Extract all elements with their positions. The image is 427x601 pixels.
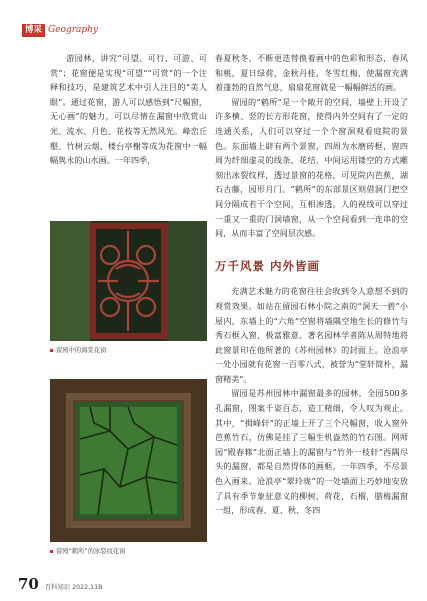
photo1-caption — [50, 346, 106, 355]
left-paragraph: 游园林，讲究“可望、可行、可游、可赏”；花窗便是实现“可望”“可赏”的一个注释和技巧，是建筑艺术中引人注目的“美人眼”。通过花窗，游人可以感悟到“尺幅窗，无心画”的魅力，可以尽情在漏窗中欣赏山光、流水、月色、花枝等无然风光。峰峦丘壑、竹树云烟、楼台亭榭等成为花窗中一幅幅隽永的山水画。一年四季， — [50, 53, 207, 166]
photo-ice-crack-window — [50, 379, 207, 542]
caption-marker — [50, 550, 53, 553]
section-tag: 博采 — [22, 24, 45, 37]
right-paragraph-3: 充满艺术魅力的花窗往往会收到令人意想不到的观赏效果。如站在留园石林小院之南的“洞天一碧”小屋内，东墙上的“六角”空窗将墙隅空地生长的修竹与秀石框入窗，极富雅意，著名园林学者陈从周特地将此窗景印在他所著的《苏州园林》的封面上。沧浪亭一处小园就有花窗一百零八式，被誉为“堂轩简朴，漏窗精美”。 — [215, 286, 408, 384]
photo2-caption — [50, 547, 126, 556]
photo1-caption-text: 留园中的海棠花窗 — [56, 347, 107, 354]
left-column — [50, 51, 207, 168]
page-footer — [18, 575, 102, 593]
section-english-label: Geography — [48, 25, 99, 35]
caption-marker — [50, 349, 53, 352]
page-header — [22, 23, 98, 37]
page-number: 70 — [18, 575, 39, 593]
photo2-caption-text: 留园“鹤所”的冰裂纹花窗 — [56, 548, 126, 555]
magazine-info: 百科知识 2022.11B — [44, 584, 103, 591]
section-heading: 万千风景 内外皆画 — [215, 258, 321, 273]
right-paragraph-4: 留园是苏州园林中漏窗最多的园林，全园500多孔漏窗，图案千姿百态，造工精细，令人叹为观止。其中，“揖峰轩”的正墙上开了三个尺幅窗，收入窗外芭蕉竹石，仿佛是挂了三幅生机盎然的竹石图。网师园“殿春簃”北面正墙上的漏窗与“竹外一枝轩”西隅尽头的漏窗，都是自然得体的画框，一年四季，不尽景色入画来。沧浪亭“翠玲珑”的一处墙面上巧妙地安放了具有季节象征意义的柳树，荷花，石榴，腊梅漏窗一组，形成春、夏、秋、冬四 — [215, 388, 408, 516]
right-column — [215, 51, 408, 518]
right-paragraph-1: 春夏秋冬，不断更迭替换着画中的色彩和形态，春风和桃，夏日绿荷，金秋丹桂，冬雪红梅，使漏窗充满着蓬勃的自然气息，扇扇花窗就是一幅幅鲜活的画。 — [215, 53, 408, 93]
right-paragraph-2: 留园的“鹤所”是一个敞开的空间，墙壁上开设了许多横、竖的长方形花窗，使得内外空间有了一定的连通关系，人们可以穿过一个个窗洞观看庭院的景色。东面墙上辟有两个景窗，四周为水磨砖框，窗四周为纤细虚灵的线条、花结，中间运用镂空的方式雕刻出冰裂纹样，透过景窗的花格，可见院内芭蕉，湖石古藤，园形月门。“鹤所”的东部景区则借洞门把空间分隔成若干个空间，互相渗透。人的视线可以穿过一重又一重的门洞墙窗，从一个空间看到一连串的空间，从而丰富了空间层次感。 — [215, 96, 408, 239]
photo-begonia-window — [50, 221, 207, 341]
